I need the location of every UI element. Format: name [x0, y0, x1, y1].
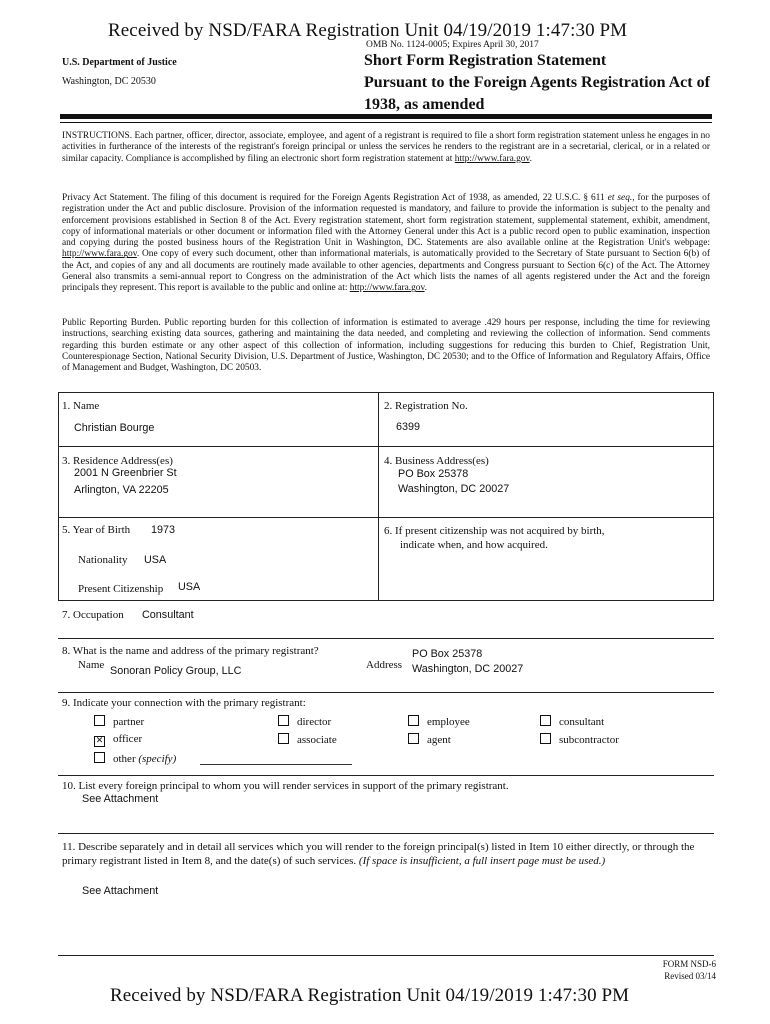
connection-question: 9. Indicate your connection with the primary registrant:: [62, 697, 306, 709]
residence-line-1: 2001 N Greenbrier St: [74, 467, 177, 479]
form-border-top: [58, 392, 714, 393]
checkbox-associate[interactable]: [278, 733, 289, 744]
fara-link[interactable]: http://www.fara.gov: [349, 283, 425, 294]
citizenship-question: [384, 524, 605, 552]
header-rule: [60, 114, 712, 119]
residence-line-2: Arlington, VA 22205: [74, 484, 169, 496]
form-row-divider: [58, 600, 714, 601]
primary-address-field[interactable]: [412, 647, 523, 676]
checkbox-consultant[interactable]: [540, 715, 551, 726]
present-citizenship-field[interactable]: USA: [178, 581, 201, 593]
form-column-divider: [378, 392, 379, 600]
option-associate[interactable]: [278, 733, 337, 746]
primary-address-label: Address: [366, 659, 403, 671]
option-partner[interactable]: [94, 715, 144, 728]
residence-address-field[interactable]: [74, 466, 177, 497]
form-revision: Revised 03/14: [664, 971, 716, 981]
occupation-field[interactable]: Consultant: [142, 609, 194, 621]
form-title-line: Short Form Registration Statement: [364, 52, 607, 69]
form-border-left: [58, 392, 59, 600]
received-stamp-top: Received by NSD/FARA Registration Unit 04/19/2019 1:47:30 PM: [108, 20, 628, 41]
citizenship-question-line-1: 6. If present citizenship was not acquired by birth,: [384, 525, 605, 537]
primary-name-label: Name: [78, 659, 105, 671]
primary-address-line-1: PO Box 25378: [412, 648, 483, 660]
form-row-divider: [58, 638, 714, 639]
services-hint: (If space is insufficient, a full insert page must be used.): [358, 855, 606, 867]
option-label: agent: [427, 734, 451, 746]
services-question: [62, 840, 710, 868]
form-title-line: 1938, as amended: [364, 96, 485, 113]
checkbox-subcontractor[interactable]: [540, 733, 551, 744]
option-label: officer: [113, 733, 143, 745]
name-field[interactable]: Christian Bourge: [74, 422, 155, 434]
instructions-lead: INSTRUCTIONS.: [62, 131, 133, 141]
nationality-label: Nationality: [78, 554, 128, 566]
primary-registrant-question: 8. What is the name and address of the primary registrant?: [62, 645, 319, 657]
agency-city: Washington, DC 20530: [62, 76, 156, 87]
business-address-field[interactable]: [398, 467, 509, 496]
option-label: associate: [297, 734, 337, 746]
other-hint: (specify): [138, 753, 177, 765]
form-row-divider: [58, 446, 714, 447]
privacy-italic: et seq.: [607, 193, 633, 203]
checkbox-officer[interactable]: ✕: [95, 736, 104, 746]
form-row-divider: [58, 692, 714, 693]
form-title: [364, 50, 710, 116]
option-label: employee: [427, 716, 470, 728]
burden-paragraph: Public Reporting Burden. Public reporting burden for this collection of information is estimated to average .429 hours per response, including the time for reviewing instructions, searching existing data sources, gathering and maintaining the data needed, and completing and reviewing the collection of information. Send comments regarding this burden estimate or any other aspect of this collection of information, including suggestions for reducing this burden to Chief, Registration Unit, Counterespionage Section, National Security Division, U.S. Department of Justice, Washington, DC 20530; and to the Office of Information and Regulatory Affairs, Office of Management and Budget, Washington, DC 20503.: [62, 318, 710, 374]
option-officer[interactable]: [94, 733, 142, 747]
primary-address-line-2: Washington, DC 20027: [412, 663, 524, 675]
form-identifier: [620, 958, 716, 982]
foreign-principal-field[interactable]: See Attachment: [82, 793, 159, 805]
fara-link[interactable]: http://www.fara.gov: [454, 153, 530, 164]
citizenship-question-line-2: indicate when, and how acquired.: [400, 539, 548, 551]
form-row-divider: [58, 833, 714, 834]
business-line-2: Washington, DC 20027: [398, 483, 510, 495]
residence-label: 3. Residence Address(es): [62, 455, 173, 467]
privacy-end: .: [424, 283, 427, 294]
form-row-divider: [58, 955, 714, 956]
header-rule-thin: [60, 122, 712, 123]
checkbox-partner[interactable]: [94, 715, 105, 726]
option-label: consultant: [559, 716, 605, 728]
form-border-right: [713, 392, 714, 600]
option-label: other: [113, 753, 136, 765]
services-question-text: 11. Describe separately and in detail all services which you will render to the foreign principal(s) listed in Item 10 either directly, or through the primary registrant listed in Item 8, and the date(s) of such services.: [62, 841, 695, 867]
option-employee[interactable]: [408, 715, 470, 728]
other-specify-line[interactable]: [200, 764, 352, 765]
instructions-paragraph: [62, 131, 710, 165]
nationality-field[interactable]: USA: [144, 554, 167, 566]
privacy-paragraph: [62, 193, 710, 295]
occupation-label: 7. Occupation: [62, 609, 124, 621]
services-field[interactable]: See Attachment: [82, 885, 159, 897]
privacy-text-2: , for the purposes of registration under the Act and public disclosure. Provision of the information requested is mandatory, and failure to provide the information is subject to the penalty and enforcement provisions established in Section 8 of the Act. Every registration statement, short form registration statement, supplemental statement, exhibit, amendment, copy of informational materials or other document or information filed with the Attorney General under this Act is a public record open to public examination, inspection and copying during the posted business hours of the Registration Unit in Washington, DC. Statements are also available online at the Registration Unit's webpage:: [62, 193, 710, 249]
name-label: 1. Name: [62, 400, 100, 412]
registration-label: 2. Registration No.: [384, 400, 468, 412]
option-label: partner: [113, 716, 145, 728]
form-number: FORM NSD-6: [662, 959, 716, 969]
instructions-end: .: [529, 153, 532, 164]
registration-number-field[interactable]: 6399: [396, 421, 421, 433]
privacy-text-3: . One copy of every such document, other than informational materials, is automatically provided to the Secretary of State pursuant to Section 6(b) of the Act, and copies of any and all documents are routinely made available to other agencies, departments and Congress pursuant to Section 6(c) of the Act. The Attorney General also transmits a semi-annual report to Congress on the administration of the Act which lists the names of all agents registered under the Act and the foreign principals they represent. This report is available to the public and online at:: [62, 249, 710, 294]
fara-link[interactable]: http://www.fara.gov: [62, 249, 137, 260]
agency-name: U.S. Department of Justice: [62, 57, 177, 68]
option-other[interactable]: [94, 752, 176, 765]
checkbox-employee[interactable]: [408, 715, 419, 726]
foreign-principal-question: 10. List every foreign principal to whom you will render services in support of the primary registrant.: [62, 780, 509, 792]
privacy-text-1: Privacy Act Statement. The filing of this document is required for the Foreign Agents Registration Act of 1938, as amended, 22 U.S.C. § 611: [62, 193, 608, 203]
received-stamp-bottom: Received by NSD/FARA Registration Unit 04/19/2019 1:47:30 PM: [110, 985, 630, 1006]
option-subcontractor[interactable]: [540, 733, 619, 746]
option-label: director: [297, 716, 332, 728]
birth-year-label: 5. Year of Birth: [62, 524, 131, 536]
primary-name-field[interactable]: Sonoran Policy Group, LLC: [110, 665, 242, 677]
checkbox-director[interactable]: [278, 715, 289, 726]
option-label: subcontractor: [559, 734, 619, 746]
checkbox-agent[interactable]: [408, 733, 419, 744]
business-line-1: PO Box 25378: [398, 468, 469, 480]
instructions-text: Each partner, officer, director, associate, employee, and agent of a registrant is required to file a short form registration statement unless he engages in no activities in furtherance of the interests of the registrant's foreign principal or unless the services he renders to the registrant are in a secretarial, clerical, or in a related or similar capacity. Compliance is accomplished by filing an electronic short form registration statement at: [62, 131, 710, 164]
checkbox-other[interactable]: [94, 752, 105, 763]
form-row-divider: [58, 775, 714, 776]
birth-year-field[interactable]: 1973: [151, 524, 176, 536]
option-consultant[interactable]: [540, 715, 604, 728]
form-row-divider: [58, 517, 714, 518]
option-agent[interactable]: [408, 733, 451, 746]
form-title-line: Pursuant to the Foreign Agents Registration Act of: [364, 74, 710, 91]
omb-number: OMB No. 1124-0005; Expires April 30, 2017: [366, 40, 539, 50]
business-label: 4. Business Address(es): [384, 455, 489, 467]
present-citizenship-label: Present Citizenship: [78, 583, 164, 595]
option-director[interactable]: [278, 715, 331, 728]
